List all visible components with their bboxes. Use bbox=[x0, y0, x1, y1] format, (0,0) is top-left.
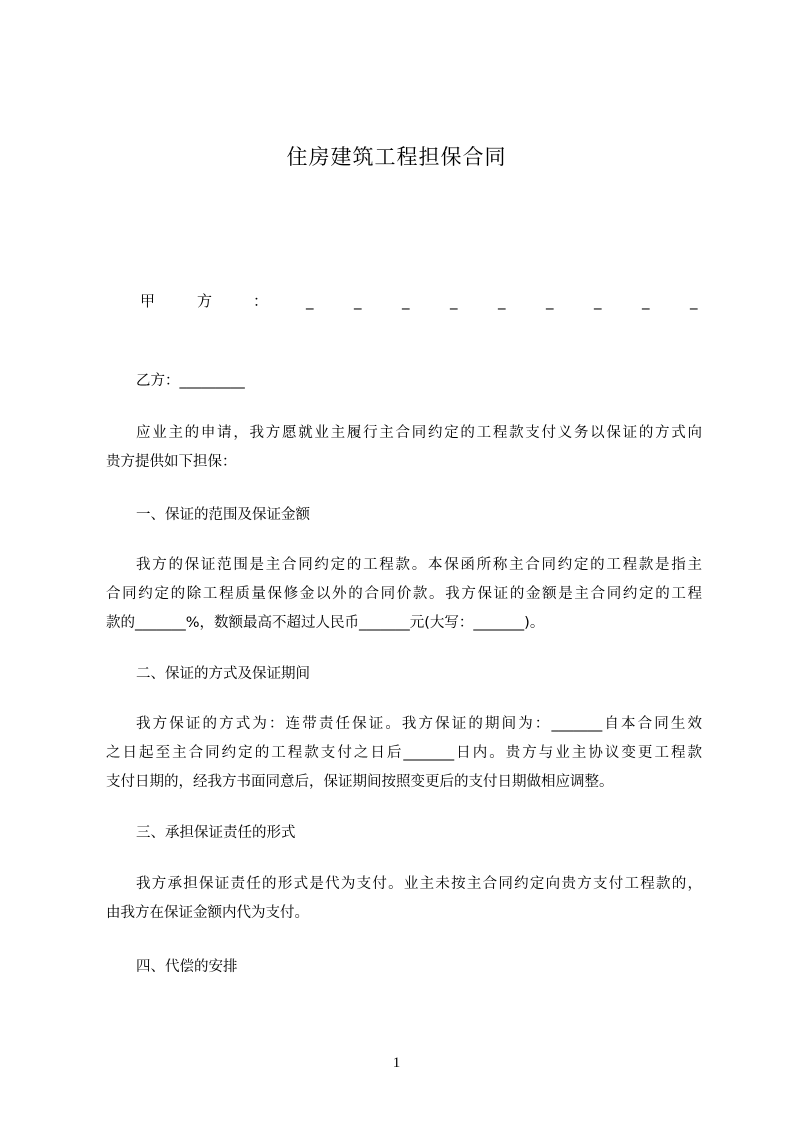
party-a-blank-7: _ bbox=[594, 292, 602, 310]
intro-paragraph bbox=[106, 419, 702, 477]
party-a-blank-8: _ bbox=[642, 292, 650, 310]
party-a-blank-1: _ bbox=[306, 292, 314, 310]
section-paragraph bbox=[106, 870, 702, 928]
paragraph-line: 之日起至主合同约定的工程款支付之日后_______日内。贵方与业主协议变更工程款 bbox=[106, 745, 702, 761]
paragraph-line: 合同约定的除工程质量保修金以外的合同价款。我方保证的金额是主合同约定的工程 bbox=[106, 586, 702, 602]
party-a-blank-3: _ bbox=[402, 292, 410, 310]
party-a-colon: ： bbox=[253, 292, 269, 310]
section-heading: 二、保证的方式及保证期间 bbox=[136, 666, 310, 682]
section-heading: 四、代偿的安排 bbox=[136, 959, 238, 975]
party-a-blank-5: _ bbox=[498, 292, 506, 310]
section-heading: 三、承担保证责任的形式 bbox=[136, 825, 296, 841]
party-b-line: 乙方：_________ bbox=[136, 373, 245, 389]
party-a-line bbox=[140, 288, 700, 314]
paragraph-line: 我方承担保证责任的形式是代为支付。业主未按主合同约定向贵方支付工程款的， bbox=[136, 876, 702, 892]
paragraph-line: 款的_______%，数额最高不超过人民币_______元(大写：_______)。 bbox=[106, 615, 545, 631]
party-a-blank-4: _ bbox=[450, 292, 458, 310]
paragraph-line: 支付日期的，经我方书面同意后，保证期间按照变更后的支付日期做相应调整。 bbox=[106, 774, 614, 790]
paragraph-line: 由我方在保证金额内代为支付。 bbox=[106, 905, 309, 921]
section-paragraph bbox=[106, 710, 702, 797]
party-a-char-2: 方 bbox=[197, 292, 213, 310]
intro-line: 贵方提供如下担保： bbox=[106, 454, 237, 470]
party-a-blank-9: _ bbox=[690, 292, 698, 310]
page-number: 1 bbox=[392, 1055, 401, 1071]
paragraph-line: 我方的保证范围是主合同约定的工程款。本保函所称主合同约定的工程款是指主 bbox=[136, 557, 702, 573]
paragraph-line: 我方保证的方式为：连带责任保证。我方保证的期间为：_______自本合同生效 bbox=[136, 716, 702, 732]
party-a-blank-2: _ bbox=[354, 292, 362, 310]
party-a-char-1: 甲 bbox=[140, 292, 156, 310]
party-a-blank-6: _ bbox=[546, 292, 554, 310]
section-heading: 一、保证的范围及保证金额 bbox=[136, 507, 310, 523]
document-title: 住房建筑工程担保合同 bbox=[286, 145, 507, 169]
section-paragraph bbox=[106, 551, 702, 638]
intro-line: 应业主的申请，我方愿就业主履行主合同约定的工程款支付义务以保证的方式向 bbox=[136, 425, 702, 441]
